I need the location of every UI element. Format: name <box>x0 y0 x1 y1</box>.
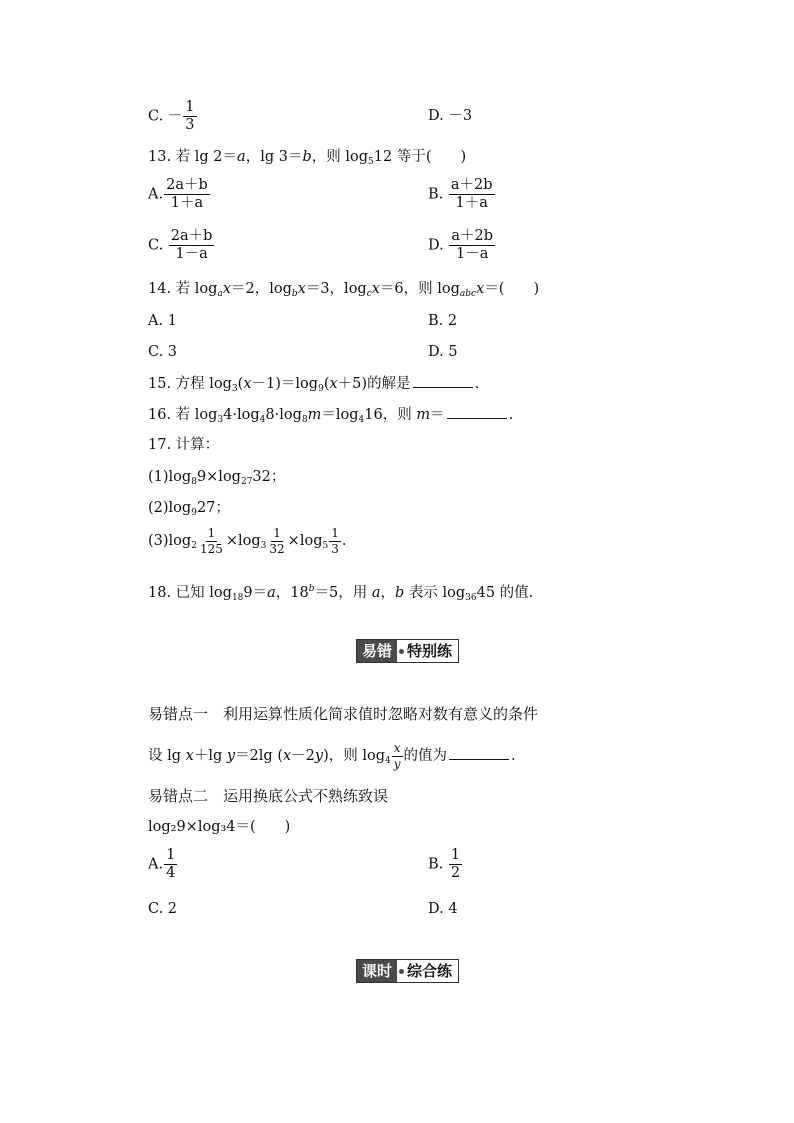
q17-part-2: $(2)\log_927$； <box>148 500 230 518</box>
q17-part-1: $(1)\log_89\times\log_{27}32$； <box>148 469 286 487</box>
q14-option-c: C. 3 <box>148 344 178 360</box>
fraction: $\frac{1}{3}$ <box>185 99 195 134</box>
q14-option-b: B. 2 <box>428 313 458 329</box>
error-point-2-option-a: A. $\frac{1}{4}$ <box>148 847 176 882</box>
answer-blank[interactable] <box>413 373 473 388</box>
q17-part-3: $(3)\log_2$ $\frac{1}{125}$ $\times\log_3$ $\frac{1}{32}$ $\times\log_5$ $\frac{1}{3}$ . <box>148 526 347 556</box>
q14-option-d: D. 5 <box>428 344 458 360</box>
error-point-2-option-d: D. 4 <box>428 901 458 917</box>
q12-option-c: C. － $\frac{1}{3}$ <box>148 99 195 134</box>
bullet-dot-icon <box>397 960 405 982</box>
q16-stem: 16. 若 $\log_34\cdot\log_48\cdot\log_8m=\log_416$，则 m＝ . <box>148 404 513 430</box>
q17-title: 17. 计算： <box>148 437 220 453</box>
q13-option-c: C. $\frac{2a+b}{1-a}$ <box>148 228 213 263</box>
q13-option-d: D. $\frac{a+2b}{1-a}$ <box>428 228 493 263</box>
q18-stem: 18. 已知 $\log_{18}9=a$，$18^b=5$，用 a，b 表示 $\log_{36}45$ 的值. <box>148 584 534 603</box>
fraction: $\frac{2a+b}{1+a}$ <box>166 177 208 212</box>
error-point-2-option-b: B. $\frac{1}{2}$ <box>428 847 461 882</box>
error-point-2-stem: log₂9×log₃4＝( ) <box>148 819 291 835</box>
error-point-2-title: 易错点二 运用换底公式不熟练致误 <box>148 787 389 805</box>
q14-option-a: A. 1 <box>148 313 177 329</box>
error-point-1-stem: 设 lg x＋lg y＝2lg (x－2y)，则 $\log_4$ $\frac{x}{y}$ 的值为 . <box>148 741 516 771</box>
q12-option-d: D. －3 <box>428 108 473 124</box>
q14-stem: 14. 若 $\log_ax=2$，$\log_bx=3$，$\log_cx=6$，则 $\log_{abc}x=$( ) <box>148 281 540 299</box>
q13-option-b: B. $\frac{a+2b}{1+a}$ <box>428 177 493 212</box>
fraction: $\frac{2a+b}{1-a}$ <box>170 228 213 263</box>
q13-stem: 13. 若 lg 2＝a，lg 3＝b，则 $\log_512$ 等于( ) <box>148 149 467 167</box>
fraction: $\frac{a+2b}{1-a}$ <box>451 228 493 263</box>
error-point-2-option-c: C. 2 <box>148 901 178 917</box>
error-point-1-title: 易错点一 利用运算性质化简求值时忽略对数有意义的条件 <box>148 705 539 723</box>
q13-option-a: A. $\frac{2a+b}{1+a}$ <box>148 177 208 212</box>
q15-stem: 15. 方程 $\log_3(x-1)=\log_9(x+5)$的解是 . <box>148 373 479 399</box>
answer-blank[interactable] <box>447 404 507 419</box>
section-banner-error-practice: 易错 特别练 <box>356 639 459 663</box>
fraction: $\frac{a+2b}{1+a}$ <box>450 177 493 212</box>
section-banner-comprehensive-practice: 课时 综合练 <box>356 959 459 983</box>
bullet-dot-icon <box>397 640 405 662</box>
answer-blank[interactable] <box>449 745 509 760</box>
option-label: C. <box>148 108 164 125</box>
